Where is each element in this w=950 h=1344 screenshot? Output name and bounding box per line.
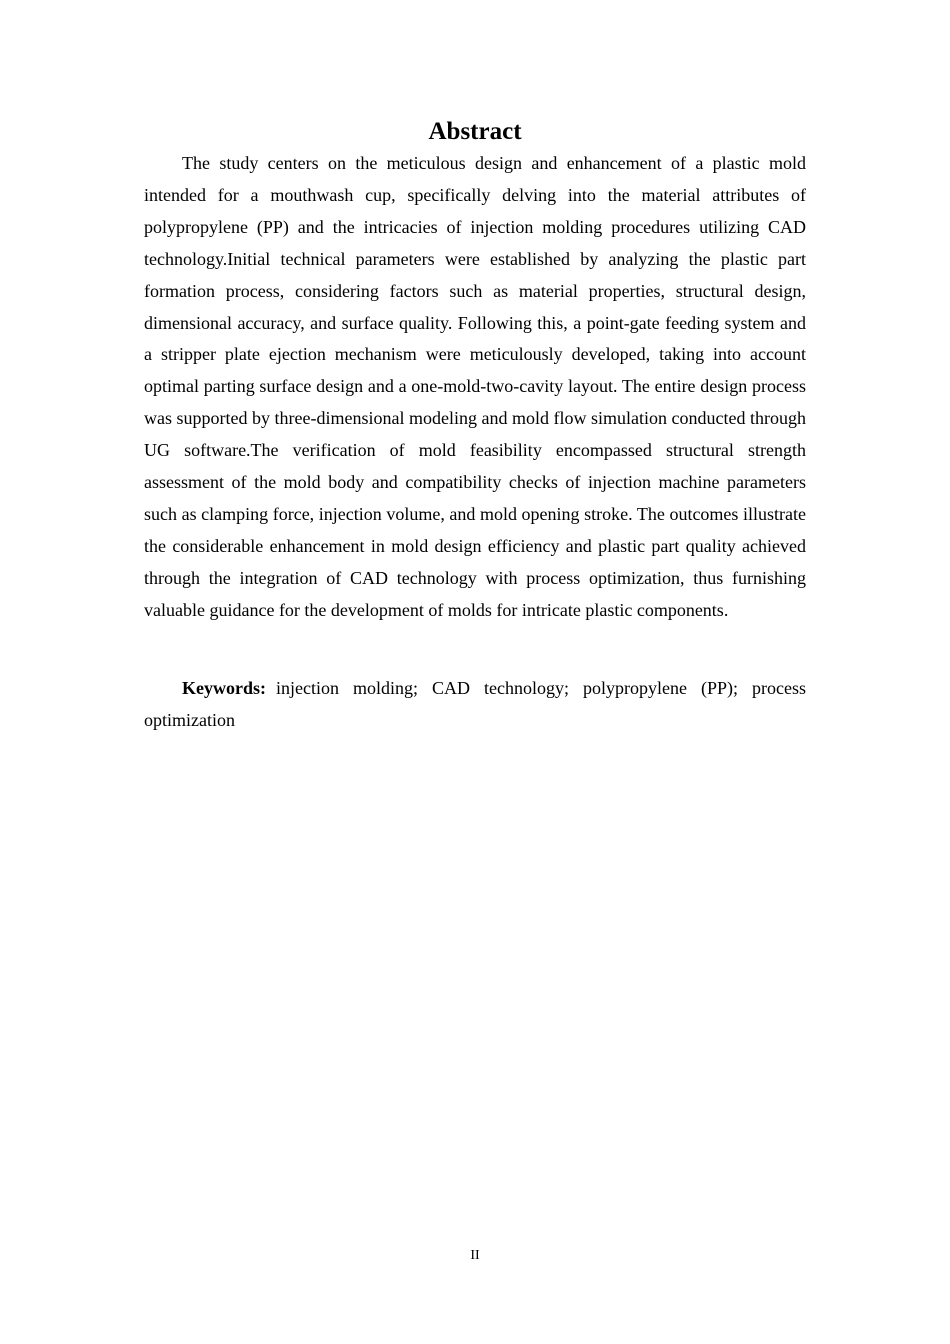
abstract-heading: Abstract	[428, 118, 522, 145]
abstract-paragraph: The study centers on the meticulous design and enhancement of a plastic mold intended for a mouthwash cup, specifically delving into the material attributes of polypropylene (PP) and the intricacies of injection molding procedures utilizing CAD technology.Initial technical parameters were established by analyzing the plastic part formation process, considering factors such as material properties, structural design, dimensional accuracy, and surface quality. Following this, a point-gate feeding system and a stripper plate ejection mechanism were meticulously developed, taking into account optimal parting surface design and a one-mold-two-cavity layout. The entire design process was supported by three-dimensional modeling and mold flow simulation conducted through UG software.The verification of mold feasibility encompassed structural strength assessment of the mold body and compatibility checks of injection machine parameters such as clamping force, injection volume, and mold opening stroke. The outcomes illustrate the considerable enhancement in mold design efficiency and plastic part quality achieved through the integration of CAD technology with process optimization, thus furnishing valuable guidance for the development of molds for intricate plastic components.	[144, 153, 806, 620]
keywords-list: injection molding; CAD technology; polypropylene (PP); process optimization	[144, 678, 806, 730]
keywords-paragraph	[144, 673, 806, 737]
page-number: II	[470, 1248, 480, 1263]
keywords-label: Keywords:	[182, 678, 266, 698]
